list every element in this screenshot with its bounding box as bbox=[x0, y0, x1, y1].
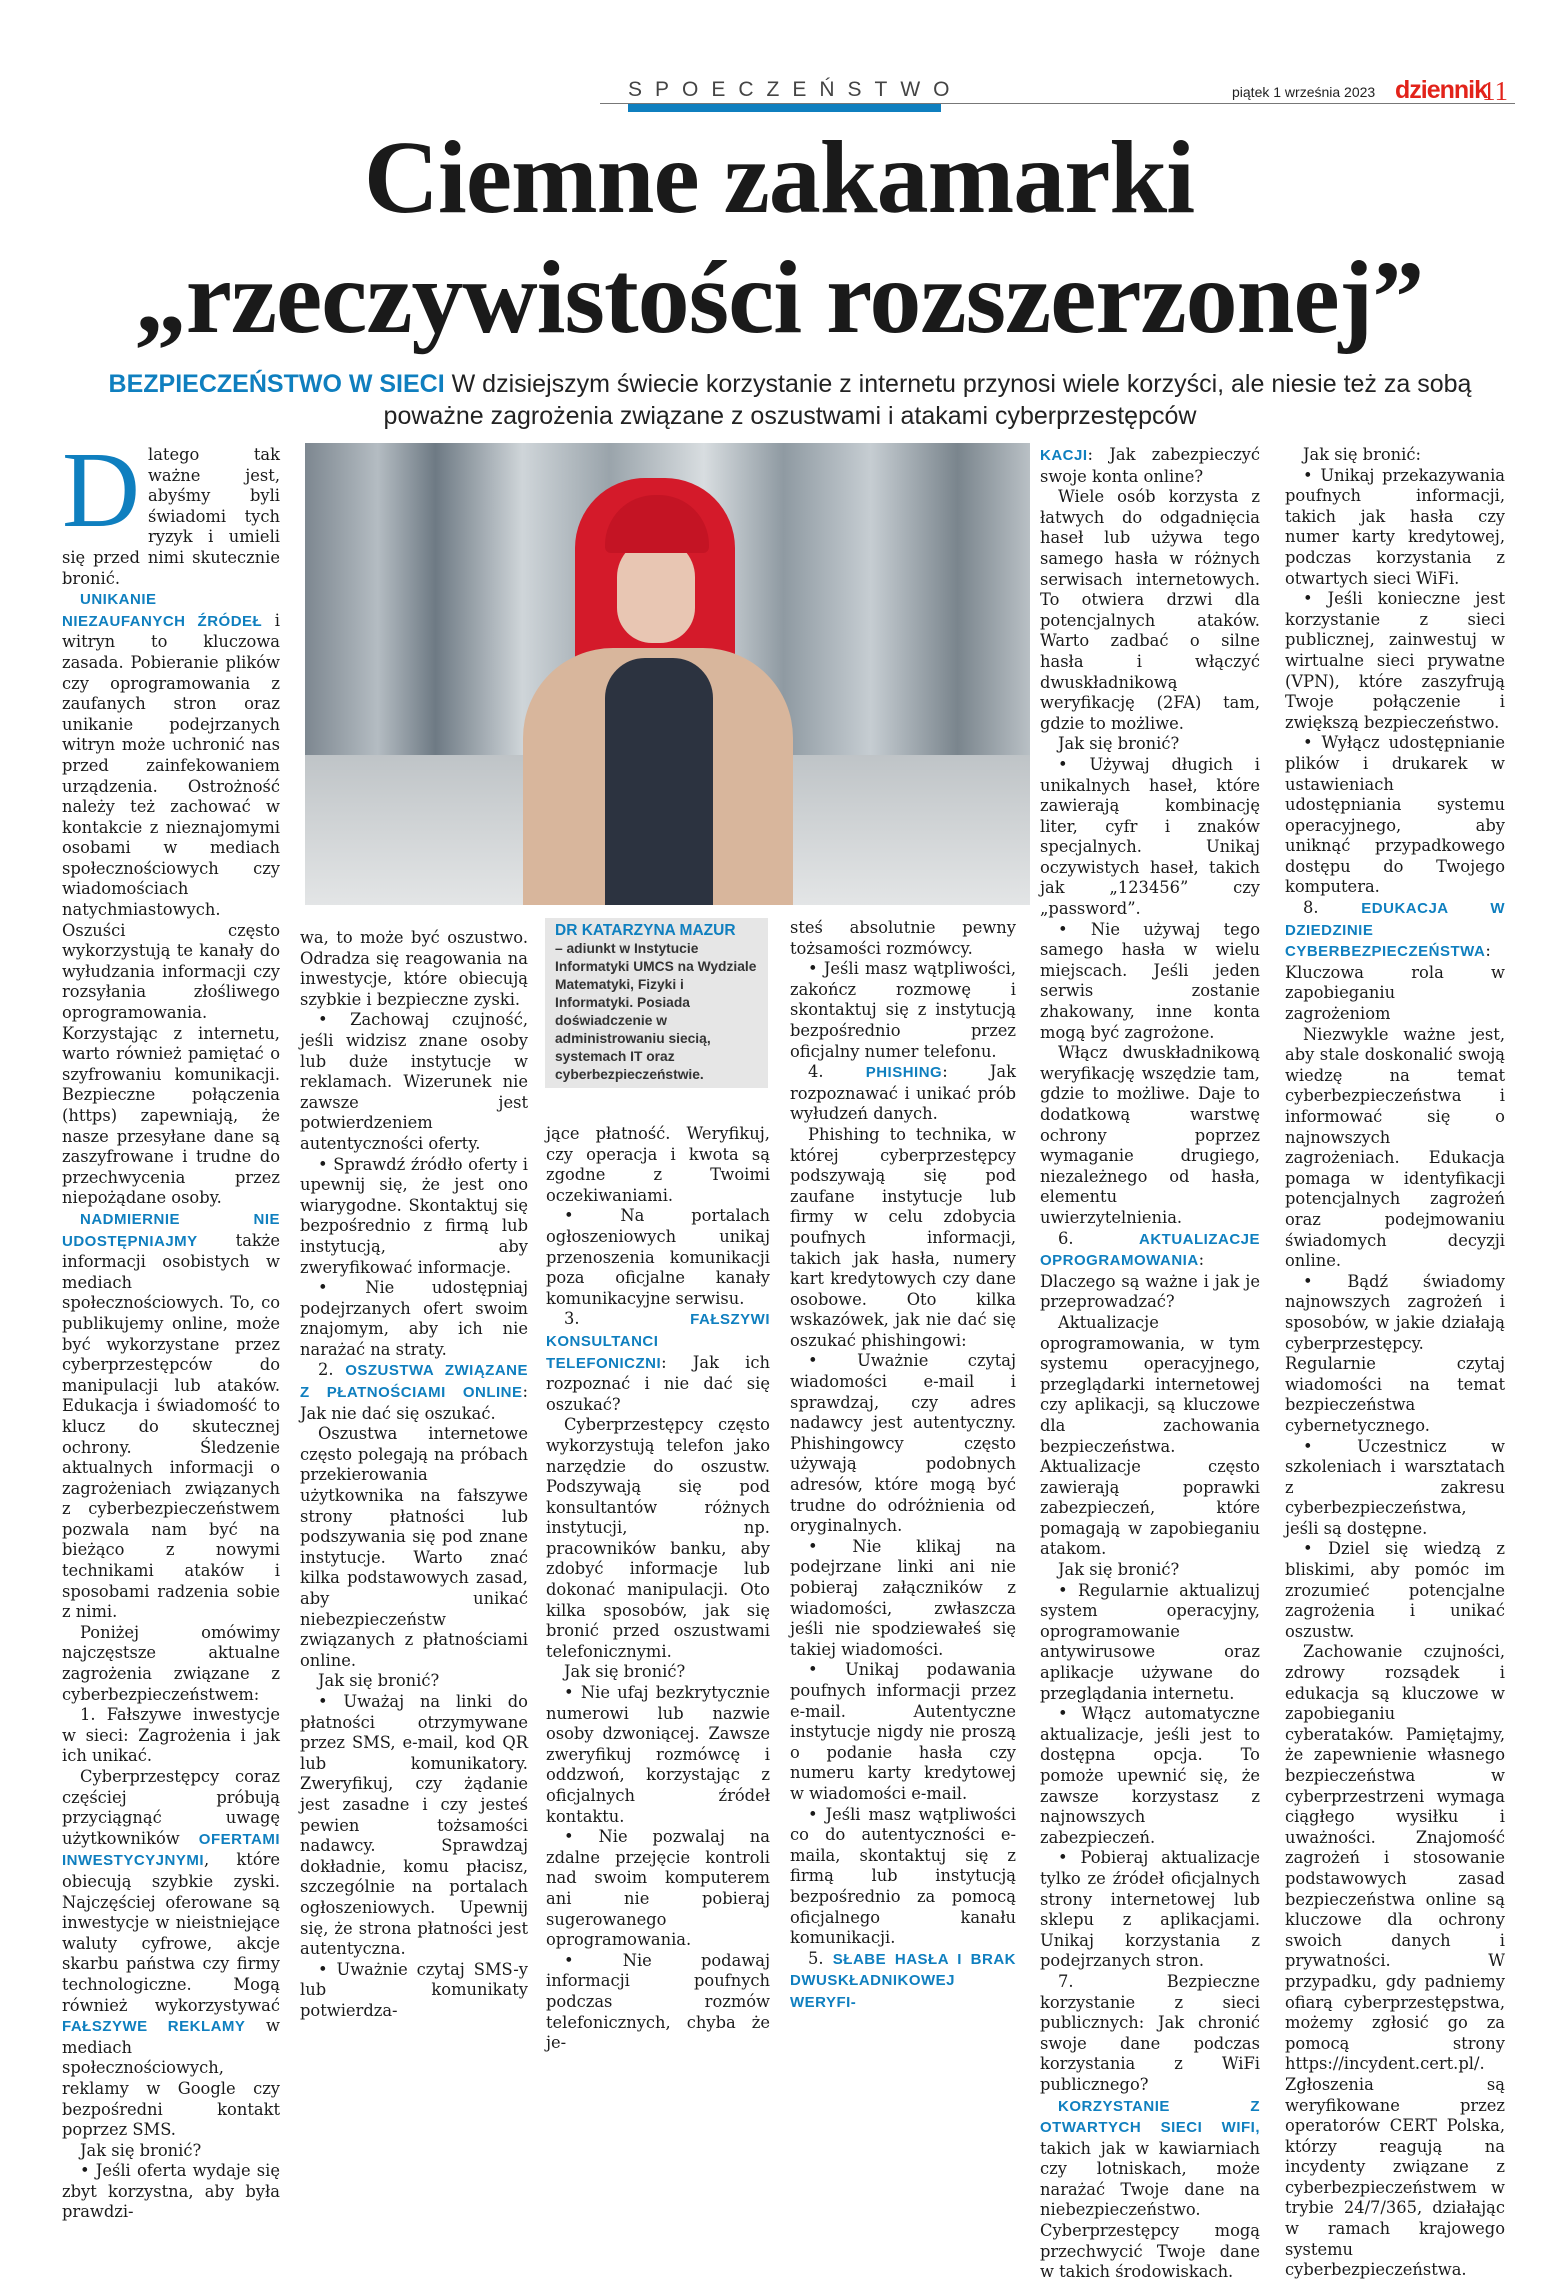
column-6 bbox=[1285, 445, 1505, 2281]
text: 6. bbox=[1058, 1228, 1139, 1248]
paragraph bbox=[62, 1767, 280, 2141]
paragraph: Cyberprzestępcy często wykorzystują telefon jako narzędzie do oszustw. Podszywają się pod konsultantów różnych instytucji, np. pracowników banku, aby zdobyć informacje lub dokonać manipulacji. Oto kilka sposobów, jak się bronić przed oszustwami telefonicznymi. bbox=[546, 1415, 770, 1661]
photo-caption bbox=[545, 918, 768, 1088]
subheading bbox=[1285, 898, 1505, 1025]
bullet: • Zachowaj czujność, jeśli widzisz znane osoby lub duże instytucje w reklamach. Wizerunek nie zawsze jest potwierdzeniem autentyczności oferty. bbox=[300, 1010, 528, 1153]
question: Jak się bronić? bbox=[80, 2140, 202, 2160]
text: Cyberprzestępcy coraz częściej próbują przyciągnąć uwagę użytkowników bbox=[62, 1767, 280, 1848]
text: , które obiecują szybkie zyski. Najczęściej oferowane są inwestycje w nieistniejące waluty cyfrowe, akcje skarbu państwa czy firmy technologiczne. Mogą również wykorzystywać bbox=[62, 1850, 280, 2015]
paragraph: Wiele osób korzysta z łatwych do odgadnięcia haseł lub używa tego samego hasła w różnych serwisach internetowych. To otwiera drzwi dla potencjalnych ataków. Warto zadbać o silne hasła i włączyć dwuskładnikową weryfikację (2FA) tam, gdzie to możliwe. bbox=[1040, 487, 1260, 733]
text: 5. bbox=[808, 1948, 833, 1968]
text: w mediach społecznościowych, reklamy w Google czy bezpośredni kontakt poprzez SMS. bbox=[62, 2016, 280, 2140]
highlight: AKTUALIZACJE OPROGRAMOWANIA bbox=[1040, 1230, 1260, 1270]
paragraph bbox=[62, 1209, 280, 1623]
photo-face bbox=[617, 538, 695, 643]
highlight: FAŁSZYWE REKLAMY bbox=[62, 2018, 246, 2036]
subheading bbox=[790, 1062, 1016, 1125]
text: 3. bbox=[564, 1309, 691, 1329]
highlight: FAŁSZYWI KONSULTANCI TELEFONICZNI bbox=[546, 1311, 770, 1372]
paragraph: Niezwykle ważne jest, aby stale doskonalić swoją wiedzę na temat cyberbezpieczeństwa i informować się o najnowszych zagrożeniach. Edukacja pomaga w identyfikacji potencjalnych zagrożeń oraz podejmowaniu świadomych decyzji online. bbox=[1285, 1024, 1505, 1271]
text: także informacji osobistych w mediach społecznościowych. To, co publikujemy online, może być wykorzystane przez cyberprzestępców do manipulacji lub ataków. Edukacja i świadomość to klucz do skutecznej ochrony. Śledzenie aktualnych informacji o zagrożeniach związanych z cyberbezpieczeństwem pozwala nam być na bieżąco z nowymi technikami ataków i sposobami radzenia sobie z nimi. bbox=[62, 1230, 280, 1622]
bullet: • Nie używaj tego samego hasła w wielu miejscach. Jeśli jeden serwis zostanie zhakowany, inne konta mogą być zagrożone. bbox=[1040, 919, 1260, 1042]
text: : Jak nie dać się oszukać. bbox=[300, 1382, 528, 1423]
bullet: • Uważaj na linki do płatności otrzymywane przez SMS, e-mail, kod QR lub komunikatory. Zweryfikuj, czy żądanie jest zasadne i czy jesteś pewien tożsamości nadawcy. Sprawdzaj dokładnie, komu płacisz, szczególnie na portalach ogłoszeniowych. Upewnij się, że strona płatności jest autentyczna. bbox=[300, 1691, 528, 1959]
paragraph: Oszustwa internetowe często polegają na próbach przekierowania użytkownika na fałszywe strony płatności lub podszywania się pod znane instytucje. Warto znać kilka podstawowych zasad, aby unikać niebezpieczeństw związanych z płatnościami online. bbox=[300, 1424, 528, 1670]
text: : Jak ich rozpoznać i nie dać się oszukać? bbox=[546, 1352, 770, 1414]
text: latego tak ważne jest, abyśmy byli świadomi tych ryzyk i umieli się przed nimi skutecznie bronić. bbox=[62, 445, 280, 588]
caption-name: DR KATARZYNA MAZUR bbox=[555, 922, 736, 939]
subheading bbox=[1040, 1229, 1260, 1313]
lead-kicker: BEZPIECZEŃSTWO W SIECI bbox=[108, 370, 445, 398]
text: 2. bbox=[318, 1360, 346, 1380]
highlight: PHISHING bbox=[865, 1064, 943, 1082]
question: Jak się bronić? bbox=[564, 1662, 686, 1682]
bullet: • Uczestnicz w szkoleniach i warsztatach z zakresu cyberbezpieczeństwa, jeśli są dostępne. bbox=[1285, 1436, 1505, 1538]
bullet: • Nie pozwalaj na zdalne przejęcie kontroli nad swoim komputerem ani nie pobieraj sugerowanego oprogramowania. bbox=[546, 1827, 770, 1950]
paragraph: Aktualizacje oprogramowania, w tym systemu operacyjnego, przeglądarki internetowej czy aplikacji, są kluczowe dla zachowania bezpieczeństwa. Aktualizacje często zawierają poprawki zabezpieczeń, które pomagają w zapobieganiu atakom. bbox=[1040, 1312, 1260, 1559]
bullet: • Unikaj podawania poufnych informacji przez e-mail. Autentyczne instytucje nigdy nie proszą o podanie hasła czy numeru karty kredytowej w wiadomości e-mail. bbox=[790, 1660, 1016, 1803]
paragraph: wa, to może być oszustwo. Odradza się reagowania na inwestycje, które obiecują szybkie i bezpieczne zyski. bbox=[300, 928, 528, 1009]
highlight: OSZUSTWA ZWIĄZANE Z PŁATNOŚCIAMI ONLINE bbox=[300, 1362, 528, 1402]
lead-text: W dzisiejszym świecie korzystanie z internetu przynosi wiele korzyści, ale niesie też za sobą poważne zagrożenia związane z oszustwami i atakami cyberprzestępców bbox=[383, 370, 1472, 430]
highlight: KACJI bbox=[1040, 447, 1088, 464]
lead-paragraph bbox=[80, 368, 1500, 432]
bullet: • Nie klikaj na podejrzane linki ani nie pobieraj załączników z wiadomości, zwłaszcza jeśli nie spodziewałeś się takiej wiadomości. bbox=[790, 1536, 1016, 1659]
question: Jak się bronić? bbox=[1058, 1560, 1180, 1580]
highlight: NADMIERNIE NIE UDOSTĘPNIAJMY bbox=[62, 1210, 280, 1250]
text: takich jak w kawiarniach czy lotniskach, może narażać Twoje dane na niebezpieczeństwo. Cyberprzestępcy mogą przechwycić Twoje dane w takich środowiskach. bbox=[1040, 2138, 1260, 2282]
column-1 bbox=[62, 431, 280, 2223]
text: : Jak zabezpieczyć swoje konta online? bbox=[1040, 445, 1260, 486]
bullet: • Jeśli masz wątpliwości co do autentyczności e-maila, skontaktuj się z firmą lub instytucją bezpośrednio za pomocą oficjalnego kanału komunikacji. bbox=[790, 1804, 1016, 1948]
text: i witryn to kluczowa zasada. Pobieranie plików czy oprogramowania z zaufanych stron oraz unikanie podejrzanych witryn może uchronić nas przed zainfekowaniem urządzenia. Ostrożność należy też zachować w kontakcie z nieznajomymi osobami w mediach społecznościowych czy wiadomościach natychmiastowych. Oszuści często wykorzystują te kanały do wyłudzania informacji czy rozsyłania złośliwego oprogramowania. Korzystając z internetu, warto również pamiętać o szyfrowaniu komunikacji. Bezpieczne połączenia (https) zapewniają, że nasze przesyłane dane są zaszyfrowane i trudne do przechwycenia przez niepożądane osoby. bbox=[62, 610, 280, 1208]
highlight: UNIKANIE NIEZAUFANYCH ŹRÓDEŁ bbox=[62, 591, 263, 630]
bullet: • Sprawdź źródło oferty i upewnij się, że jest ono wiarygodne. Skontaktuj się bezpośrednio z firmą lub instytucją, aby zweryfikować informacje. bbox=[300, 1154, 528, 1277]
text: 8. bbox=[1303, 898, 1362, 918]
bullet: • Jeśli konieczne jest korzystanie z sieci publicznej, zainwestuj w wirtualne sieci prywatne (VPN), które zaszyfrują Twoje połączenie i zwiększą bezpieczeństwo. bbox=[1285, 589, 1505, 732]
bullet: • Regularnie aktualizuj system operacyjny, oprogramowanie antywirusowe oraz aplikacje używane do przeglądania internetu. bbox=[1040, 1580, 1260, 1703]
paragraph: steś absolutnie pewny tożsamości rozmówcy. bbox=[790, 918, 1016, 958]
bullet: • Na portalach ogłoszeniowych unikaj przenoszenia komunikacji poza oficjalne kanały komunikacyjne serwisu. bbox=[546, 1206, 770, 1308]
subheading: 1. Fałszywe inwestycje w sieci: Zagrożenia i jak ich unikać. bbox=[62, 1705, 280, 1766]
text: 4. bbox=[808, 1062, 866, 1082]
drop-cap: D bbox=[62, 431, 140, 550]
bullet: • Używaj długich i unikalnych haseł, które zawierają kombinację liter, cyfr i znaków specjalnych. Unikaj oczywistych haseł, takich jak „123456” czy „password”. bbox=[1040, 754, 1260, 919]
brand-logo: dziennik bbox=[1395, 76, 1488, 104]
paragraph: jące płatność. Weryfikuj, czy operacja i kwota są zgodne z Twoimi oczekiwaniami. bbox=[546, 1124, 770, 1205]
intro-paragraph bbox=[62, 431, 280, 589]
subheading: 7. Bezpieczne korzystanie z sieci publicznych: Jak chronić swoje dane podczas korzystania z WiFi publicznego? bbox=[1040, 1971, 1260, 2094]
bullet: • Jeśli oferta wydaje się zbyt korzystna, aby była prawdzi- bbox=[62, 2161, 280, 2222]
paragraph: Włącz dwuskładnikową weryfikację wszędzie tam, gdzie to możliwe. Daje to dodatkową warstwę ochrony poprzez wymaganie drugiego, niezależnego od hasła, elementu uwierzytelnienia. bbox=[1040, 1043, 1260, 1227]
bullet: • Nie udostępniaj podejrzanych ofert swoim znajomym, aby ich nie narażać na straty. bbox=[300, 1278, 528, 1359]
highlight: OFERTAMI INWESTYCYJNYMI bbox=[62, 1830, 280, 1870]
highlight: SŁABE HASŁA I BRAK DWUSKŁADNIKOWEJ WERYFI- bbox=[790, 1950, 1016, 2011]
subheading bbox=[790, 1949, 1016, 2014]
section-label: SPOECZEŃSTWO bbox=[628, 78, 963, 101]
question: Jak się bronić? bbox=[318, 1671, 440, 1691]
text: : Kluczowa rola w zapobieganiu zagrożeniom bbox=[1285, 941, 1505, 1024]
bullet: • Dziel się wiedzą z bliskimi, aby pomóc im zrozumieć potencjalne zagrożenia i unikać oszustw. bbox=[1285, 1539, 1505, 1641]
paragraph: Zachowanie czujności, zdrowy rozsądek i edukacja są kluczowe w zapobieganiu cyberataków. Pamiętajmy, że zapewnienie własnego bezpieczeństwa w cyberprzestrzeni wymaga ciągłego wysiłku i uważności. Znajomość zagrożeń i stosowanie podstawowych zasad bezpieczeństwa online są kluczowe dla ochrony swoich danych i prywatności. W przypadku, gdy padniemy ofiarą cyberprzestępstwa, możemy zgłosić go za pomocą strony https://incydent.cert.pl/. Zgłoszenia są weryfikowane przez operatorów CERT Polska, którzy reagują na incydenty związane z cyberbezpieczeństwem w trybie 24/7/365, działając w ramach krajowego systemu cyberbezpieczeństwa. bbox=[1285, 1642, 1505, 2280]
page-number: 11 bbox=[1482, 76, 1508, 106]
text: : Jak rozpoznawać i unikać prób wyłudzeń danych. bbox=[790, 1062, 1016, 1124]
subheading bbox=[300, 1360, 528, 1424]
column-4 bbox=[790, 918, 1016, 2013]
headline-line-1: Ciemne zakamarki bbox=[363, 120, 1195, 235]
bullet: • Unikaj przekazywania poufnych informacji, takich jak hasła czy numer karty kredytowej, podczas korzystania z otwartych sieci WiFi. bbox=[1285, 465, 1505, 588]
issue-date: piątek 1 września 2023 bbox=[1232, 84, 1376, 100]
highlight: KORZYSTANIE Z OTWARTYCH SIECI WIFI, bbox=[1040, 2097, 1260, 2137]
section-underline bbox=[628, 104, 941, 112]
bullet: • Pobieraj aktualizacje tylko ze źródeł oficjalnych strony internetowej lub sklepu z aplikacjami. Unikaj korzystania z podejrzanych stron. bbox=[1040, 1848, 1260, 1971]
subheading bbox=[1040, 445, 1260, 487]
bullet: • Włącz automatyczne aktualizacje, jeśli jest to dostępna opcja. To pomoże upewnić się, że zawsze korzystasz z najnowszych zabezpieczeń. bbox=[1040, 1704, 1260, 1847]
bullet: • Uważnie czytaj wiadomości e-mail i sprawdzaj, czy adres nadawcy jest autentyczny. Phishingowcy często używają podobnych adresów, które mogą być trudne do odróżnienia od oryginalnych. bbox=[790, 1351, 1016, 1536]
caption-text: – adiunkt w Instytucie Informatyki UMCS na Wydziale Matematyki, Fizyki i Informatyki. Posiada doświadczenie w administrowaniu siecią, systemach IT oraz cyberbezpieczeństwie. bbox=[555, 941, 757, 1082]
paragraph bbox=[1040, 2096, 1260, 2283]
column-3 bbox=[546, 1124, 770, 2054]
bullet: • Nie ufaj bezkrytycznie numerowi lub nazwie osoby dzwoniącej. Zawsze zweryfikuj rozmówcę i oddzwoń, korzystając z oficjalnych źródeł kontaktu. bbox=[546, 1683, 770, 1826]
portrait-photo bbox=[305, 443, 1030, 905]
headline-line-2: „rzeczywistości rozszerzonej” bbox=[134, 240, 1424, 355]
bullet: • Uważnie czytaj SMS-y lub komunikaty potwierdza- bbox=[300, 1959, 528, 2020]
subheading bbox=[546, 1309, 770, 1415]
paragraph bbox=[62, 589, 280, 1209]
bullet: • Nie podawaj informacji poufnych podczas rozmów telefonicznych, chyba że je- bbox=[546, 1950, 770, 2053]
column-2 bbox=[300, 928, 528, 2021]
text: : Dlaczego są ważne i jak je przeprowadzać? bbox=[1040, 1250, 1260, 1312]
highlight: EDUKACJA W DZIEDZINIE CYBERBEZPIECZEŃSTWA bbox=[1285, 900, 1505, 961]
bullet: • Bądź świadomy najnowszych zagrożeń i sposobów, w jakie działają cyberprzestępcy. Regularnie czytaj wiadomości na temat bezpieczeństwa cybernetycznego. bbox=[1285, 1271, 1505, 1435]
question: Jak się bronić: bbox=[1303, 445, 1421, 464]
paragraph: Phishing to technika, w której cyberprzestępcy podszywają się pod zaufane instytucje lub firmy w celu zdobycia poufnych informacji, takich jak hasła, numery kart kredytowych czy dane osobowe. Oto kilka wskazówek, jak nie dać się oszukać phishingowi: bbox=[790, 1124, 1016, 1350]
question: Jak się bronić? bbox=[1058, 734, 1180, 754]
bullet: • Wyłącz udostępnianie plików i drukarek w ustawieniach udostępniania systemu operacyjnego, aby uniknąć przypadkowego dostępu do Twojego komputera. bbox=[1285, 733, 1505, 897]
bullet: • Jeśli masz wątpliwości, zakończ rozmowę i skontaktuj się z instytucją bezpośrednio przez oficjalny numer telefonu. bbox=[790, 959, 1016, 1061]
column-5 bbox=[1040, 445, 1260, 2283]
photo-shirt bbox=[605, 658, 713, 905]
paragraph: Poniżej omówimy najczęstsze aktualne zagrożenia związane z cyberbezpieczeństwem: bbox=[62, 1622, 280, 1704]
